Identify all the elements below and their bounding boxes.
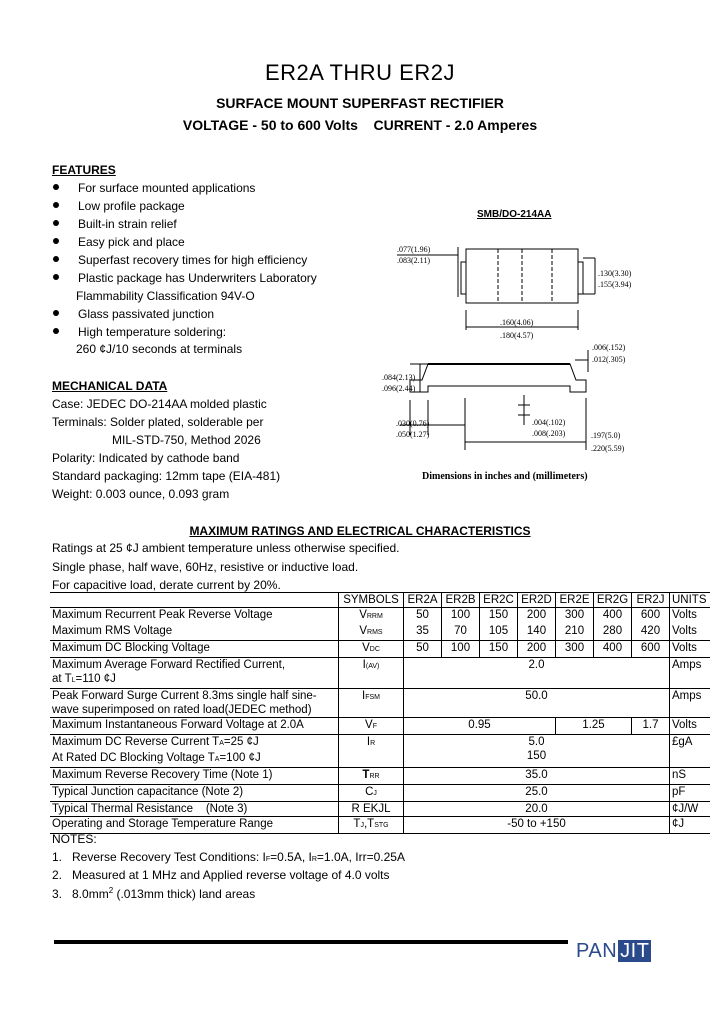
table-header-row <box>50 593 710 608</box>
bullet-icon <box>53 274 59 280</box>
feature-item: Built-in strain relief <box>78 217 177 231</box>
param-cell: Peak Forward Surge Current 8.3ms single half sine- wave superimposed on rated load(JEDEC method) <box>52 690 317 716</box>
value-cell: 100 <box>442 641 480 658</box>
value-cell: 400 <box>594 641 632 658</box>
dim-text: .096(2.44) <box>382 384 416 393</box>
symbol-cell: TRR <box>339 768 404 785</box>
terminal-right <box>578 262 583 294</box>
feature-item-continued: Flammability Classification 94V-O <box>76 289 255 303</box>
value-cell: 150 <box>480 641 518 658</box>
bullet-icon <box>53 220 59 226</box>
header-cell: ER2J <box>632 593 670 608</box>
table-row <box>50 608 710 625</box>
symbol-cell: VDC <box>339 641 404 658</box>
unit-cell: pF <box>670 785 711 802</box>
symbol-cell: TJ,TSTG <box>339 817 404 834</box>
symbol-cell: I(AV) <box>339 658 404 689</box>
table-row <box>50 768 710 785</box>
feature-item: Easy pick and place <box>78 235 185 249</box>
table-row <box>50 785 710 802</box>
symbol-cell: VF <box>339 718 404 735</box>
symbol-cell: VRRM <box>339 608 404 625</box>
unit-cell: nS <box>670 768 711 785</box>
header-cell: SYMBOLS <box>339 593 404 608</box>
header-cell: ER2A <box>404 593 442 608</box>
param-cell: Maximum DC Blocking Voltage <box>52 642 210 654</box>
value-cell: 70 <box>442 624 480 641</box>
unit-cell: Volts <box>670 641 711 658</box>
value-cell: 210 <box>556 624 594 641</box>
param-cell: Typical Thermal Resistance (Note 3) <box>52 803 248 815</box>
value-cell: 35 <box>404 624 442 641</box>
feature-item: High temperature soldering: <box>78 325 227 339</box>
dim-text: .050(1.27) <box>396 430 430 439</box>
value-cell: 400 <box>594 608 632 625</box>
dim-text: .077(1.96) <box>397 245 431 254</box>
feature-item: Plastic package has Underwriters Laboratory <box>78 271 317 285</box>
mechanical-line: Terminals: Solder plated, solderable per <box>52 415 264 429</box>
table-row <box>50 802 710 817</box>
header-cell: UNITS <box>670 593 711 608</box>
param-cell: Maximum Average Forward Rectified Current, at TL=110 ¢J <box>52 659 286 685</box>
table-row <box>50 624 710 641</box>
note-3: 3. $8.0mm^2$ (.013mm thick) land areas <box>52 886 256 901</box>
table-row <box>50 735 710 768</box>
bullet-icon <box>53 184 59 190</box>
mechanical-line: Case: JEDEC DO-214AA molded plastic <box>52 397 267 411</box>
dim-text: .220(5.59) <box>591 444 625 453</box>
dim-text: .030(0.76) <box>396 419 430 428</box>
bullet-icon <box>53 202 59 208</box>
package-side-view <box>410 364 586 392</box>
bullet-icon <box>53 310 59 316</box>
package-label: SMB/DO-214AA <box>477 209 552 220</box>
symbol-cell: IFSM <box>339 689 404 718</box>
dim-text: .155(3.94) <box>598 280 632 289</box>
bullet-icon <box>53 238 59 244</box>
header-cell <box>50 593 339 608</box>
value-cell: 5.0 150 <box>404 735 670 768</box>
dim-text: .008(.203) <box>532 429 566 438</box>
value-cell: 600 <box>632 608 670 625</box>
mechanical-line: MIL-STD-750, Method 2026 <box>112 433 261 447</box>
value-cell: 140 <box>518 624 556 641</box>
header-cell: ER2D <box>518 593 556 608</box>
symbol-cell: IR <box>339 735 404 768</box>
value-cell: 200 <box>518 641 556 658</box>
header-cell: ER2E <box>556 593 594 608</box>
note-1: 1. Reverse Recovery Test Conditions: IF=0.5A, IR=1.0A, Irr=0.25A <box>52 850 405 864</box>
unit-cell: Volts <box>670 718 711 735</box>
feature-item: Glass passivated junction <box>78 307 215 321</box>
value-cell: 50 <box>404 641 442 658</box>
notes-heading: NOTES: <box>52 832 97 846</box>
value-cell: 200 <box>518 608 556 625</box>
ratings-note: For capacitive load, derate current by 20%. <box>52 578 281 592</box>
table-row <box>50 689 710 718</box>
mechanical-line: Polarity: Indicated by cathode band <box>52 451 240 465</box>
note-2: 2. Measured at 1 MHz and Applied reverse voltage of 4.0 volts <box>52 868 390 882</box>
value-cell: 100 <box>442 608 480 625</box>
ratings-heading: MAXIMUM RATINGS AND ELECTRICAL CHARACTERISTICS <box>189 524 531 538</box>
dim-text: .083(2.11) <box>397 256 431 265</box>
value-cell: 300 <box>556 608 594 625</box>
dim-text: .160(4.06) <box>500 318 534 327</box>
value-cell: 105 <box>480 624 518 641</box>
value-cell: 50 <box>404 608 442 625</box>
product-subtitle: SURFACE MOUNT SUPERFAST RECTIFIER <box>216 95 504 111</box>
header-cell: ER2C <box>480 593 518 608</box>
value-cell: 0.95 <box>404 718 556 735</box>
value-cell: 20.0 <box>404 802 670 817</box>
value-cell: 35.0 <box>404 768 670 785</box>
dim-text: .130(3.30) <box>598 269 632 278</box>
dim-text: .004(.102) <box>532 418 566 427</box>
unit-cell: Volts <box>670 624 711 641</box>
feature-item: Superfast recovery times for high efficiency <box>78 253 308 267</box>
value-cell: -50 to +150 <box>404 817 670 834</box>
ratings-table <box>50 592 710 834</box>
feature-item: For surface mounted applications <box>78 181 256 195</box>
value-cell: 300 <box>556 641 594 658</box>
value-cell: 50.0 <box>404 689 670 718</box>
value-cell: 280 <box>594 624 632 641</box>
value-cell: 420 <box>632 624 670 641</box>
unit-cell: Amps <box>670 658 711 689</box>
dim-text: .084(2.13) <box>382 373 416 382</box>
bullet-icon <box>53 328 59 334</box>
value-cell: 150 <box>480 608 518 625</box>
page-title: ER2A THRU ER2J <box>265 60 455 85</box>
header-cell: ER2B <box>442 593 480 608</box>
dim-text: .180(4.57) <box>500 331 534 340</box>
ratings-note: Ratings at 25 ¢J ambient temperature unless otherwise specified. <box>52 541 400 555</box>
unit-cell: Volts <box>670 608 711 625</box>
package-diagram <box>370 200 710 490</box>
symbol-cell: R EKJL <box>339 802 404 817</box>
brand-logo: PAN JIT <box>576 940 650 962</box>
table-row <box>50 658 710 689</box>
header-cell: ER2G <box>594 593 632 608</box>
param-cell: Maximum Recurrent Peak Reverse Voltage <box>52 609 273 621</box>
mechanical-heading: MECHANICAL DATA <box>52 379 168 393</box>
param-cell: Maximum DC Reverse Current TA=25 ¢J At Rated DC Blocking Voltage TA=100 ¢J <box>52 736 261 764</box>
feature-item-continued: 260 ¢J/10 seconds at terminals <box>76 342 243 356</box>
bullet-icon <box>53 256 59 262</box>
table-row <box>50 641 710 658</box>
unit-cell: ¢J <box>670 817 711 834</box>
symbol-cell: VRMS <box>339 624 404 641</box>
value-cell: 25.0 <box>404 785 670 802</box>
table-row <box>50 718 710 735</box>
unit-cell: ¢J/W <box>670 802 711 817</box>
value-cell: 1.7 <box>632 718 670 735</box>
dim-text: .197(5.0) <box>591 431 621 440</box>
mechanical-line: Standard packaging: 12mm tape (EIA-481) <box>52 469 281 483</box>
value-cell: 2.0 <box>404 658 670 689</box>
value-cell: 600 <box>632 641 670 658</box>
param-cell: Maximum RMS Voltage <box>52 625 173 637</box>
unit-cell: £gA <box>670 735 711 768</box>
feature-item: Low profile package <box>78 199 185 213</box>
mechanical-line: Weight: 0.003 ounce, 0.093 gram <box>52 487 230 501</box>
table-row <box>50 817 710 834</box>
ratings-note: Single phase, half wave, 60Hz, resistive or inductive load. <box>52 560 359 574</box>
dim-text: .006(.152) <box>592 343 626 352</box>
unit-cell: Amps <box>670 689 711 718</box>
param-cell: Operating and Storage Temperature Range <box>52 818 273 830</box>
terminal-left <box>461 262 466 294</box>
symbol-cell: CJ <box>339 785 404 802</box>
features-heading: FEATURES <box>52 163 116 177</box>
voltage-current-rating: VOLTAGE - 50 to 600 Volts CURRENT - 2.0 Amperes <box>182 117 538 133</box>
dim-text: .012(.305) <box>592 355 626 364</box>
footer-rule <box>54 940 568 944</box>
diagram-caption: Dimensions in inches and (millimeters) <box>422 471 588 482</box>
param-cell: Typical Junction capacitance (Note 2) <box>52 786 244 798</box>
param-cell: Maximum Reverse Recovery Time (Note 1) <box>52 769 273 781</box>
value-cell: 1.25 <box>556 718 632 735</box>
param-cell: Maximum Instantaneous Forward Voltage at 2.0A <box>52 719 304 731</box>
